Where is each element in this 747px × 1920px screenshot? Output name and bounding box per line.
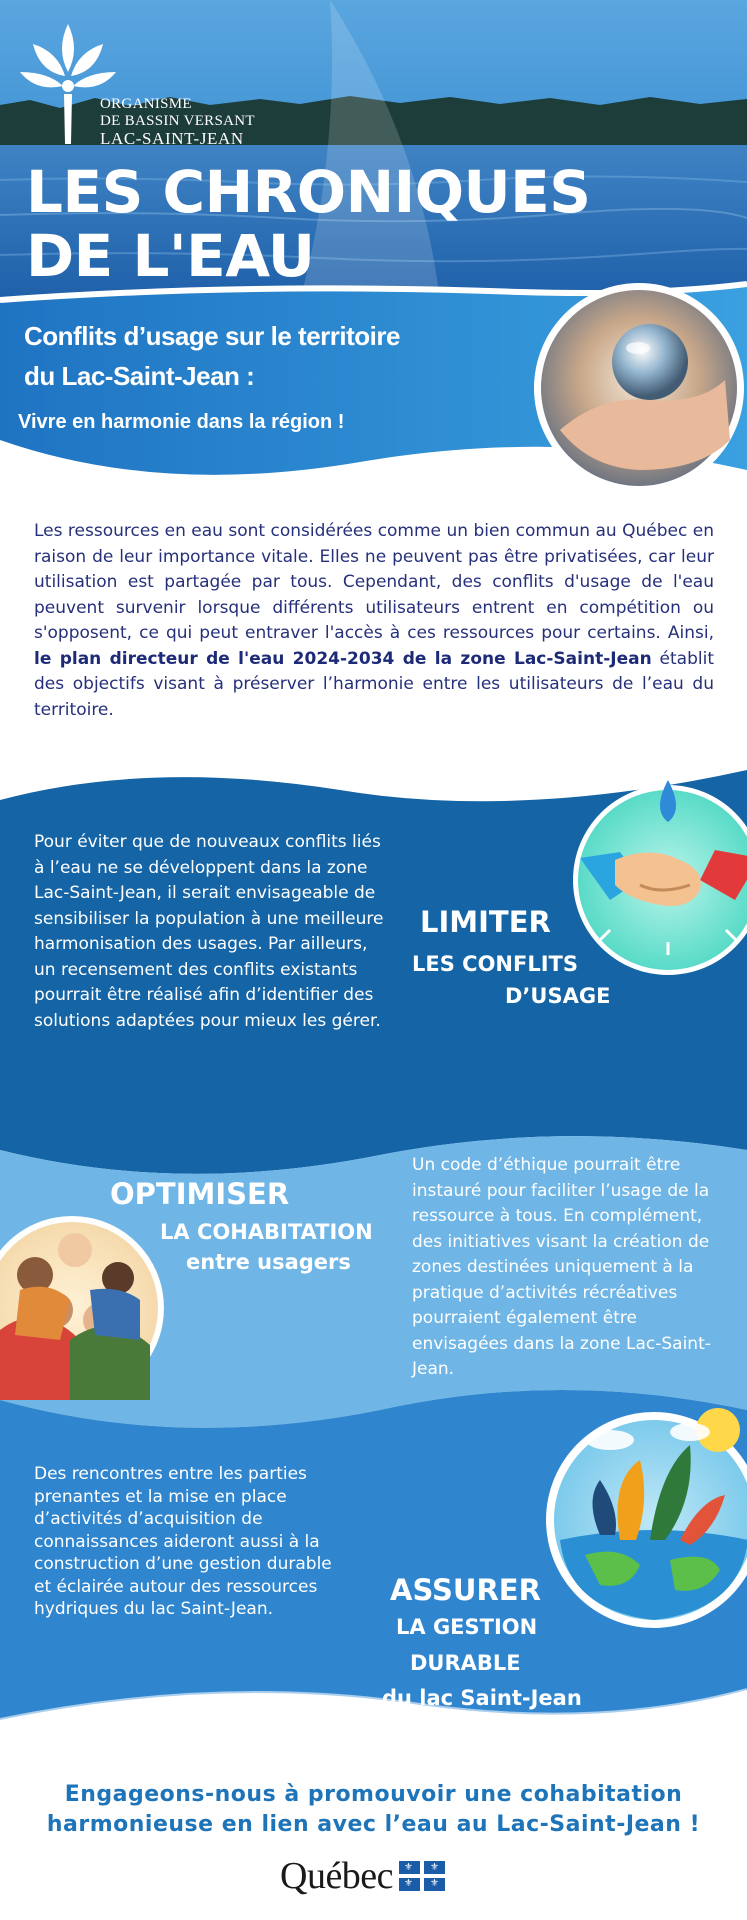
assurer-subheading-1: LA GESTION: [396, 1615, 538, 1639]
assurer-heading: ASSURER: [390, 1573, 541, 1607]
closing-statement: Engageons-nous à promouvoir une cohabitation harmonieuse en lien avec l’eau au Lac-Saint-Jean !: [46, 1782, 701, 1837]
limiter-subheading-1: LES CONFLITS: [412, 952, 578, 976]
optimiser-text: Un code d’éthique pourrait être instauré pour faciliter l’usage de la ressource à tous. En complément, des initiatives visant la création de zones destinées uniquement à la pratique d’activités récréatives pourraient également être envisagées dans la zone Lac-Saint-Jean.: [412, 1155, 711, 1379]
limiter-subheading-2: D’USAGE: [505, 984, 611, 1008]
assurer-text: Des rencontres entre les parties prenantes et la mise en place d’activités d’acquisition de connaissances aideront aussi à la construction d’une gestion durable et éclairée autour des ressources hydriques du lac Saint-Jean.: [34, 1464, 332, 1619]
subtitle: Conflits d’usage sur le territoire du Lac-Saint-Jean :: [24, 321, 400, 391]
optimiser-subheading-2: entre usagers: [186, 1250, 351, 1274]
quebec-wordmark: Québec: [280, 1855, 394, 1897]
quebec-flag-icon: ⚜ ⚜ ⚜ ⚜: [399, 1861, 445, 1891]
organization-name: ORGANISME DE BASSIN VERSANT LAC-SAINT-JEAN: [100, 96, 255, 148]
assurer-subheading-3: du lac Saint-Jean: [382, 1686, 582, 1710]
page-title: LES CHRONIQUES DE L'EAU: [26, 158, 591, 290]
assurer-subheading-2: DURABLE: [410, 1651, 521, 1675]
limiter-heading: LIMITER: [420, 905, 551, 939]
tagline: Vivre en harmonie dans la région !: [18, 411, 345, 433]
quebec-logo: [280, 1856, 445, 1896]
intro-paragraph: Les ressources en eau sont considérées comme un bien commun au Québec en raison de leur importance vitale. Elles ne peuvent pas être privatisées, car leur utilisation est partagée par tous. Cependant, des conflits d'usage de l'eau peuvent survenir lorsque différents utilisateurs entrent en compétition ou s'opposent, ce qui peut entraver l'accès à ces ressources pour certains. Ainsi, le plan directeur de l'eau 2024-2034 de la zone Lac-Saint-Jean établit des objectifs visant à préserver l’harmonie entre les utilisateurs de l’eau du territoire.: [34, 521, 714, 720]
intro-bold-plan: le plan directeur de l'eau 2024-2034 de la zone Lac-Saint-Jean: [34, 648, 652, 669]
limiter-text: Pour éviter que de nouveaux conflits liés à l’eau ne se développent dans la zone Lac-Saint-Jean, il serait envisageable de sensibiliser la population à une meilleure harmonisation des usages. Par ailleurs, un recensement des conflits existants pourrait être réalisé afin d’identifier des solutions adaptées pour mieux les gérer.: [34, 832, 384, 1031]
optimiser-subheading-1: LA COHABITATION: [160, 1220, 373, 1244]
optimiser-heading: OPTIMISER: [110, 1177, 290, 1211]
